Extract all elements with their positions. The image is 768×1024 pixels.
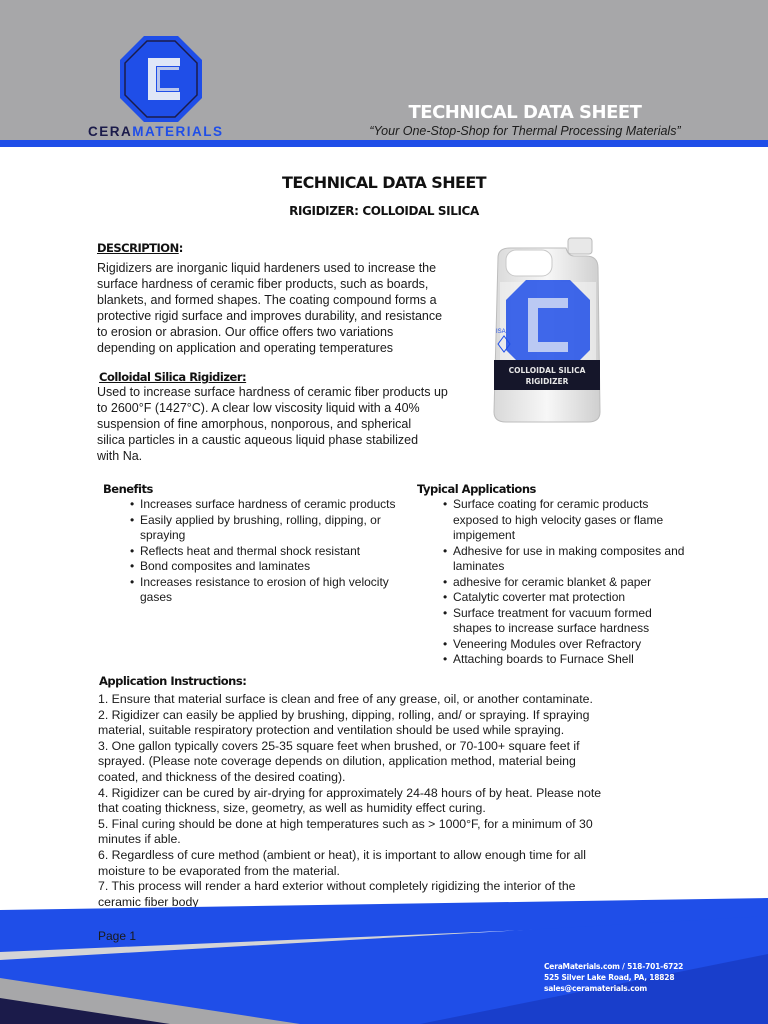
document-subtitle: RIGIDIZER: COLLOIDAL SILICA (289, 204, 479, 218)
description-line: surface hardness of ceramic fiber products, such as boards, (97, 277, 429, 291)
footer-contact (544, 961, 683, 994)
description-line: protective rigid surface and improves durability, and resistance (97, 309, 443, 323)
colloidal-line: silica particles in a caustic aqueous liquid phase stabilized (97, 433, 419, 447)
list-item: • Bond composites and laminates (130, 559, 410, 575)
jug-label-line2: RIGIDIZER (525, 377, 569, 386)
contact-address: 525 Silver Lake Road, PA, 18828 (544, 973, 675, 982)
benefits-heading: Benefits (103, 482, 153, 496)
instruction-line: 5. Final curing should be done at high temperatures such as > 1000°F, for a minimum of 30 (98, 816, 593, 831)
description-line: to erosion or abrasion. Our office offers two variations (97, 325, 394, 339)
list-item: • Catalytic coverter mat protection (443, 590, 693, 606)
instruction-line: 7. This process will render a hard exterior without completely rigidizing the interior of the (98, 879, 576, 894)
description-heading-colon: : (178, 241, 183, 255)
list-item: • Surface coating for ceramic products exposed to high velocity gases or flame impigement (443, 497, 693, 544)
list-item: • Increases surface hardness of ceramic products (130, 497, 410, 513)
colloidal-heading-text: Colloidal Silica Rigidizer (99, 370, 243, 384)
colloidal-line: Used to increase surface hardness of ceramic fiber products up (97, 385, 448, 399)
page-number: Page 1 (98, 929, 137, 943)
list-item: • Attaching boards to Furnace Shell (443, 652, 693, 668)
colloidal-line: to 2600°F (1427°C). A clear low viscosity liquid with a 40% (97, 401, 420, 415)
instruction-line: moisture to be evaporated from the material. (98, 863, 340, 878)
document-title: TECHNICAL DATA SHEET (282, 173, 486, 192)
header-stripe (0, 140, 768, 147)
jug-badge: ISA (496, 329, 506, 335)
instruction-line: ceramic fiber body (98, 894, 199, 909)
colloidal-line: suspension of fine amorphous, nonporous, and spherical (97, 417, 412, 431)
instruction-line: minutes if able. (98, 832, 181, 847)
instruction-line: 3. One gallon typically covers 25-35 square feet when brushed, or 70-100+ square feet if (98, 738, 580, 753)
instruction-line: material, suitable respiratory protection and ventilation should be used while spraying. (98, 723, 565, 738)
instruction-line: 1. Ensure that material surface is clean and free of any grease, oil, or another contaminate. (98, 692, 593, 706)
description-body (97, 260, 467, 356)
list-item: • Surface treatment for vacuum formed shapes to increase surface hardness (443, 606, 693, 637)
instruction-line: 6. Regardless of cure method (ambient or heat), it is important to allow enough time for all (98, 847, 587, 862)
list-item: • Veneering Modules over Refractory (443, 637, 693, 653)
colloidal-heading (99, 370, 246, 384)
instructions-heading: Application Instructions: (99, 674, 247, 688)
benefits-list (130, 497, 410, 606)
footer-graphic (0, 880, 768, 1024)
instruction-line: that coating thickness, size, geometry, as well as humidity effect curing. (98, 801, 486, 816)
instruction-line: 4. Rigidizer can be cured by air-drying for approximately 24-48 hours of by heat. Please note (98, 785, 602, 800)
applications-heading: Typical Applications (417, 482, 536, 496)
header-title: TECHNICAL DATA SHEET (408, 102, 642, 123)
description-heading-text: DESCRIPTION (97, 241, 179, 255)
jug-label-line1: COLLOIDAL SILICA (508, 366, 586, 375)
instruction-line: coated, and thickness of the desired coating). (98, 769, 346, 784)
list-item: • Adhesive for use in making composites and laminates (443, 544, 693, 575)
instructions-body (98, 692, 648, 910)
logo-wordmark-part1: CERA (88, 124, 133, 139)
list-item: • Easily applied by brushing, rolling, dipping, or spraying (130, 513, 410, 544)
description-line: Rigidizers are inorganic liquid hardeners used to increase the (97, 261, 437, 275)
contact-website-phone: CeraMaterials.com / 518-701-6722 (544, 962, 684, 971)
instruction-line: sprayed. (Please note coverage depends on dilution, application method, material being (98, 754, 576, 769)
colloidal-body (97, 384, 469, 464)
logo-wordmark-part2: MATERIALS (132, 124, 224, 139)
list-item: • Increases resistance to erosion of high velocity gases (130, 575, 410, 606)
description-heading (97, 241, 183, 255)
contact-email: sales@ceramaterials.com (544, 984, 648, 993)
logo-wordmark (88, 124, 224, 139)
colloidal-line: with Na. (97, 449, 143, 463)
ceramaterials-logo (120, 36, 202, 122)
description-line: blankets, and formed shapes. The coating compound forms a (97, 293, 437, 307)
colloidal-heading-colon: : (242, 370, 247, 384)
list-item: • adhesive for ceramic blanket & paper (443, 575, 693, 591)
product-jug-image (488, 236, 608, 424)
list-item: • Reflects heat and thermal shock resistant (130, 544, 410, 560)
instruction-line: 2. Rigidizer can easily be applied by brushing, dipping, rolling, and/ or spraying. If spraying (98, 707, 590, 722)
applications-list (443, 497, 693, 668)
description-line: depending on application and operating temperatures (97, 341, 394, 355)
header-tagline: “Your One-Stop-Shop for Thermal Processing Materials” (369, 124, 681, 138)
